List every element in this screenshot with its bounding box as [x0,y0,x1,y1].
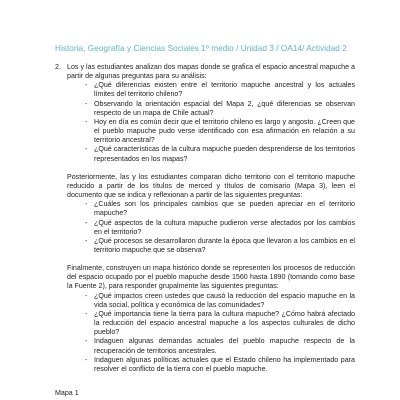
bullet-dash: - [85,236,88,245]
bullet-dash: - [85,200,88,209]
bullet-dash: - [85,337,88,346]
list-item: - ¿Qué aspectos de la cultura mapuche pudieron verse afectados por los cambios en el territorio? [85,218,355,236]
list-item: - Hoy en día es común decir que el territorio chileno es largo y angosto. ¿Creen que el pueblo mapuche pudo verse identificado con esa afirmación en relación a su territorio ancestral? [85,117,355,145]
list-item: - Observando la orientación espacial del Mapa 2, ¿qué diferencias se observan respecto de un mapa de Chile actual? [85,99,355,117]
list-item: - ¿Qué procesos se desarrollaron durante la época que llevaron a los cambios en el territorio mapuche que se observa? [85,236,355,254]
activity-item-2 [55,63,355,374]
list-item: - ¿Qué impactos creen ustedes que causó la reducción del espacio mapuche en la vida social, política y económica de las comunidades? [85,291,355,309]
bullet-dash: - [85,99,88,108]
list-item: - ¿Cuáles son los principales cambios que se pueden apreciar en el territorio mapuche? [85,200,355,218]
page-header-title: Historia, Geografía y Ciencias Sociales 1º medio / Unidad 3 / OA14/ Actividad 2 [55,44,347,53]
list-item: - Indaguen algunas políticas actuales que el Estado chileno ha implementado para resolver el conflicto de la tierra con el pueblo mapuche. [85,355,355,373]
list-item: - ¿Qué características de la cultura mapuche pueden desprenderse de los territorios representados en los mapas? [85,145,355,163]
bullet-dash: - [85,81,88,90]
bullet-dash: - [85,309,88,318]
list-item: - ¿Qué importancia tiene la tierra para la cultura mapuche? ¿Cómo habrá afectado la reducción del espacio ancestral mapuche a los aspectos culturales de dicho pueblo? [85,309,355,337]
activity-content [55,63,355,374]
list-item: - ¿Qué diferencias existen entre el territorio mapuche ancestral y los actuales límites del territorio chileno? [85,81,355,99]
second-paragraph: Posteriormente, las y los estudiantes comparan dicho territorio con el territorio mapuche reducido a partir de los títulos de merced y títulos de comisario (Mapa 3), leen el documento que se indica y reflexionan a partir de las siguientes preguntas: [67,172,355,200]
bullet-dash: - [85,291,88,300]
third-question-list [67,292,355,374]
map-label: Mapa 1 [55,389,79,397]
bullet-dash: - [85,218,88,227]
list-item: - Indaguen algunas demandas actuales del pueblo mapuche respecto de la recuperación de territorios ancestrales. [85,337,355,355]
third-paragraph: Finalmente, construyen un mapa histórico donde se representen los procesos de reducción del espacio ocupado por el pueblo mapuche desde 1560 hasta 1890 (tomando como base la Fuente 2), para responder grupalmente las siguientes preguntas: [67,264,355,291]
intro-question-list [67,81,355,163]
intro-paragraph: Los y las estudiantes analizan dos mapas donde se grafica el espacio ancestral mapuche a partir de algunas preguntas para su análisis: [67,63,355,81]
second-question-list [67,200,355,255]
bullet-dash: - [85,145,88,154]
bullet-dash: - [85,355,88,364]
activity-number: 2. [55,63,61,71]
bullet-dash: - [85,117,88,126]
